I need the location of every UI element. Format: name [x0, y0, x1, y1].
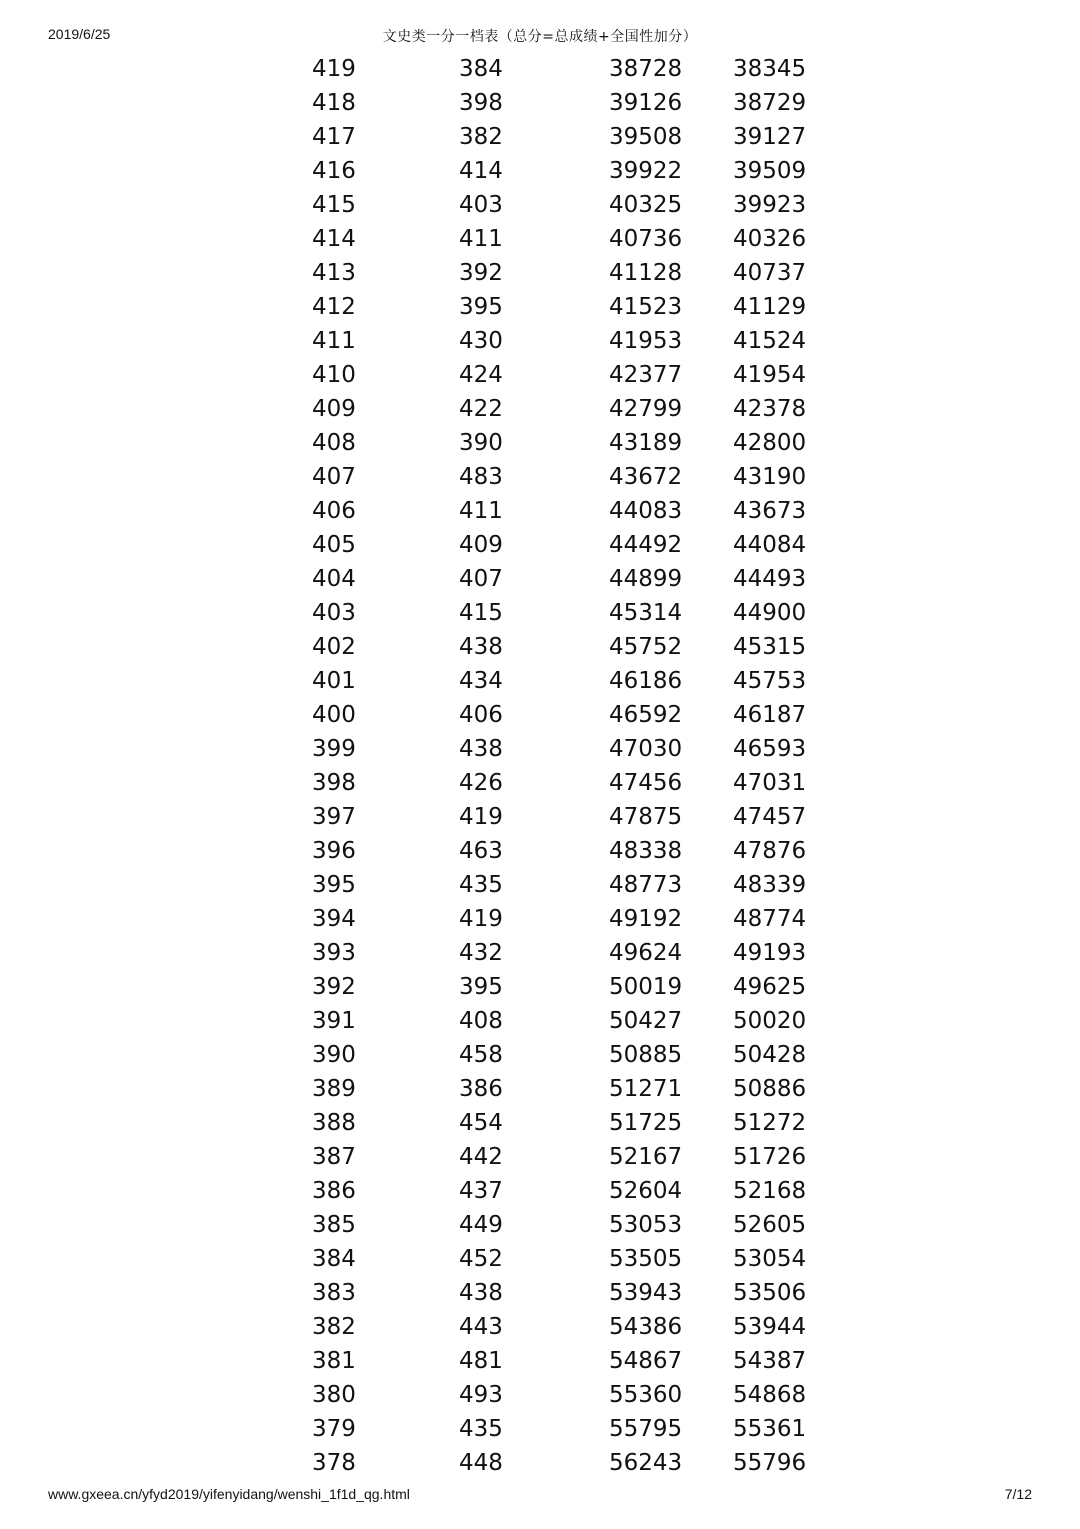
table-cell: 47876: [733, 838, 807, 864]
table-cell: 388: [312, 1110, 356, 1136]
table-row: [0, 970, 1080, 1004]
table-cell: 41524: [733, 328, 807, 354]
table-cell: 383: [312, 1280, 356, 1306]
table-cell: 39923: [733, 192, 807, 218]
table-cell: 384: [459, 56, 503, 82]
table-cell: 435: [459, 1416, 503, 1442]
table-cell: 438: [459, 634, 503, 660]
table-cell: 55795: [609, 1416, 683, 1442]
table-cell: 52604: [609, 1178, 683, 1204]
table-row: [0, 222, 1080, 256]
table-cell: 422: [459, 396, 503, 422]
table-cell: 384: [312, 1246, 356, 1272]
table-row: [0, 86, 1080, 120]
table-cell: 417: [312, 124, 356, 150]
table-cell: 413: [312, 260, 356, 286]
table-row: [0, 630, 1080, 664]
table-cell: 54868: [733, 1382, 807, 1408]
table-row: [0, 1140, 1080, 1174]
table-cell: 52605: [733, 1212, 807, 1238]
table-cell: 414: [312, 226, 356, 252]
table-cell: 49193: [733, 940, 807, 966]
table-cell: 38728: [609, 56, 683, 82]
table-row: [0, 1242, 1080, 1276]
table-cell: 426: [459, 770, 503, 796]
table-cell: 414: [459, 158, 503, 184]
table-cell: 41128: [609, 260, 683, 286]
table-cell: 51272: [733, 1110, 807, 1136]
table-cell: 53505: [609, 1246, 683, 1272]
table-cell: 53053: [609, 1212, 683, 1238]
table-cell: 411: [459, 498, 503, 524]
table-cell: 44083: [609, 498, 683, 524]
table-row: [0, 1412, 1080, 1446]
table-row: [0, 1174, 1080, 1208]
table-cell: 38729: [733, 90, 807, 116]
table-cell: 438: [459, 736, 503, 762]
table-cell: 403: [459, 192, 503, 218]
table-cell: 408: [459, 1008, 503, 1034]
table-cell: 47457: [733, 804, 807, 830]
table-cell: 401: [312, 668, 356, 694]
table-cell: 415: [312, 192, 356, 218]
table-cell: 40325: [609, 192, 683, 218]
table-cell: 381: [312, 1348, 356, 1374]
table-cell: 449: [459, 1212, 503, 1238]
table-cell: 38345: [733, 56, 807, 82]
table-cell: 405: [312, 532, 356, 558]
table-cell: 52167: [609, 1144, 683, 1170]
table-cell: 399: [312, 736, 356, 762]
table-cell: 39126: [609, 90, 683, 116]
table-row: [0, 154, 1080, 188]
table-row: [0, 358, 1080, 392]
table-cell: 55360: [609, 1382, 683, 1408]
table-cell: 438: [459, 1280, 503, 1306]
table-row: [0, 596, 1080, 630]
table-row: [0, 1276, 1080, 1310]
table-cell: 50427: [609, 1008, 683, 1034]
table-cell: 483: [459, 464, 503, 490]
table-cell: 452: [459, 1246, 503, 1272]
table-cell: 389: [312, 1076, 356, 1102]
table-cell: 51271: [609, 1076, 683, 1102]
table-cell: 454: [459, 1110, 503, 1136]
table-cell: 402: [312, 634, 356, 660]
table-row: [0, 1106, 1080, 1140]
table-cell: 52168: [733, 1178, 807, 1204]
table-row: [0, 1004, 1080, 1038]
table-cell: 416: [312, 158, 356, 184]
table-cell: 443: [459, 1314, 503, 1340]
table-cell: 437: [459, 1178, 503, 1204]
table-cell: 442: [459, 1144, 503, 1170]
source-url: www.gxeea.cn/yfyd2019/yifenyidang/wenshi_1f1d_qg.html: [48, 1486, 410, 1502]
table-cell: 379: [312, 1416, 356, 1442]
table-cell: 48774: [733, 906, 807, 932]
table-cell: 51726: [733, 1144, 807, 1170]
table-cell: 380: [312, 1382, 356, 1408]
table-cell: 418: [312, 90, 356, 116]
table-cell: 40737: [733, 260, 807, 286]
table-cell: 49192: [609, 906, 683, 932]
table-row: [0, 664, 1080, 698]
table-cell: 42799: [609, 396, 683, 422]
table-cell: 382: [312, 1314, 356, 1340]
table-cell: 378: [312, 1450, 356, 1476]
table-cell: 50885: [609, 1042, 683, 1068]
table-cell: 392: [459, 260, 503, 286]
table-cell: 419: [312, 56, 356, 82]
table-cell: 45314: [609, 600, 683, 626]
table-cell: 391: [312, 1008, 356, 1034]
table-cell: 43673: [733, 498, 807, 524]
table-row: [0, 902, 1080, 936]
table-cell: 48339: [733, 872, 807, 898]
table-cell: 424: [459, 362, 503, 388]
table-cell: 41523: [609, 294, 683, 320]
table-cell: 394: [312, 906, 356, 932]
page-title: 文史类一分一档表（总分=总成绩+全国性加分）: [382, 29, 698, 45]
table-cell: 46186: [609, 668, 683, 694]
table-cell: 46593: [733, 736, 807, 762]
table-cell: 41954: [733, 362, 807, 388]
table-cell: 39508: [609, 124, 683, 150]
table-cell: 382: [459, 124, 503, 150]
table-cell: 419: [459, 804, 503, 830]
table-row: [0, 324, 1080, 358]
table-cell: 448: [459, 1450, 503, 1476]
table-cell: 54386: [609, 1314, 683, 1340]
table-row: [0, 426, 1080, 460]
table-cell: 432: [459, 940, 503, 966]
table-row: [0, 256, 1080, 290]
table-row: [0, 528, 1080, 562]
table-cell: 53943: [609, 1280, 683, 1306]
table-cell: 395: [459, 294, 503, 320]
table-row: [0, 936, 1080, 970]
table-cell: 53944: [733, 1314, 807, 1340]
table-cell: 43672: [609, 464, 683, 490]
table-row: [0, 460, 1080, 494]
table-cell: 386: [459, 1076, 503, 1102]
table-cell: 44900: [733, 600, 807, 626]
table-cell: 54867: [609, 1348, 683, 1374]
table-cell: 39509: [733, 158, 807, 184]
table-row: [0, 698, 1080, 732]
table-cell: 42377: [609, 362, 683, 388]
table-cell: 404: [312, 566, 356, 592]
table-cell: 44084: [733, 532, 807, 558]
table-cell: 409: [312, 396, 356, 422]
table-cell: 407: [459, 566, 503, 592]
table-cell: 45753: [733, 668, 807, 694]
table-cell: 481: [459, 1348, 503, 1374]
table-row: [0, 834, 1080, 868]
score-table: [0, 52, 1080, 1480]
table-cell: 47030: [609, 736, 683, 762]
table-cell: 39127: [733, 124, 807, 150]
table-row: [0, 1446, 1080, 1480]
table-cell: 398: [459, 90, 503, 116]
table-row: [0, 1208, 1080, 1242]
table-row: [0, 1344, 1080, 1378]
table-cell: 47031: [733, 770, 807, 796]
table-row: [0, 562, 1080, 596]
table-cell: 50020: [733, 1008, 807, 1034]
table-cell: 41953: [609, 328, 683, 354]
table-cell: 434: [459, 668, 503, 694]
table-cell: 55361: [733, 1416, 807, 1442]
table-cell: 458: [459, 1042, 503, 1068]
table-row: [0, 868, 1080, 902]
table-cell: 48338: [609, 838, 683, 864]
table-cell: 39922: [609, 158, 683, 184]
table-cell: 42800: [733, 430, 807, 456]
table-cell: 40736: [609, 226, 683, 252]
table-cell: 412: [312, 294, 356, 320]
table-cell: 55796: [733, 1450, 807, 1476]
table-row: [0, 766, 1080, 800]
table-cell: 44899: [609, 566, 683, 592]
table-row: [0, 1378, 1080, 1412]
table-cell: 46187: [733, 702, 807, 728]
table-cell: 46592: [609, 702, 683, 728]
table-cell: 400: [312, 702, 356, 728]
table-cell: 40326: [733, 226, 807, 252]
table-cell: 45752: [609, 634, 683, 660]
table-row: [0, 494, 1080, 528]
table-row: [0, 1038, 1080, 1072]
table-cell: 415: [459, 600, 503, 626]
table-cell: 463: [459, 838, 503, 864]
print-date: 2019/6/25: [48, 26, 111, 42]
table-cell: 397: [312, 804, 356, 830]
table-cell: 411: [312, 328, 356, 354]
table-cell: 43189: [609, 430, 683, 456]
table-cell: 49625: [733, 974, 807, 1000]
table-cell: 50428: [733, 1042, 807, 1068]
table-cell: 44493: [733, 566, 807, 592]
table-row: [0, 800, 1080, 834]
table-cell: 393: [312, 940, 356, 966]
table-cell: 54387: [733, 1348, 807, 1374]
table-cell: 53506: [733, 1280, 807, 1306]
table-cell: 44492: [609, 532, 683, 558]
table-cell: 41129: [733, 294, 807, 320]
table-row: [0, 1072, 1080, 1106]
table-cell: 45315: [733, 634, 807, 660]
table-cell: 410: [312, 362, 356, 388]
table-cell: 42378: [733, 396, 807, 422]
table-cell: 390: [312, 1042, 356, 1068]
table-row: [0, 1310, 1080, 1344]
table-row: [0, 290, 1080, 324]
table-cell: 493: [459, 1382, 503, 1408]
table-row: [0, 52, 1080, 86]
table-cell: 407: [312, 464, 356, 490]
table-row: [0, 392, 1080, 426]
table-cell: 398: [312, 770, 356, 796]
table-cell: 385: [312, 1212, 356, 1238]
table-cell: 395: [459, 974, 503, 1000]
table-cell: 396: [312, 838, 356, 864]
table-cell: 50019: [609, 974, 683, 1000]
table-cell: 47875: [609, 804, 683, 830]
table-cell: 408: [312, 430, 356, 456]
table-cell: 419: [459, 906, 503, 932]
table-cell: 406: [312, 498, 356, 524]
table-cell: 430: [459, 328, 503, 354]
table-cell: 53054: [733, 1246, 807, 1272]
table-cell: 395: [312, 872, 356, 898]
table-cell: 43190: [733, 464, 807, 490]
table-cell: 387: [312, 1144, 356, 1170]
table-cell: 51725: [609, 1110, 683, 1136]
table-cell: 50886: [733, 1076, 807, 1102]
table-cell: 386: [312, 1178, 356, 1204]
table-cell: 411: [459, 226, 503, 252]
table-cell: 47456: [609, 770, 683, 796]
table-cell: 56243: [609, 1450, 683, 1476]
table-cell: 406: [459, 702, 503, 728]
page-number: 7/12: [1004, 1486, 1032, 1502]
table-cell: 403: [312, 600, 356, 626]
table-cell: 409: [459, 532, 503, 558]
table-cell: 435: [459, 872, 503, 898]
table-cell: 392: [312, 974, 356, 1000]
table-cell: 48773: [609, 872, 683, 898]
table-row: [0, 120, 1080, 154]
table-cell: 390: [459, 430, 503, 456]
table-cell: 49624: [609, 940, 683, 966]
table-row: [0, 732, 1080, 766]
table-row: [0, 188, 1080, 222]
